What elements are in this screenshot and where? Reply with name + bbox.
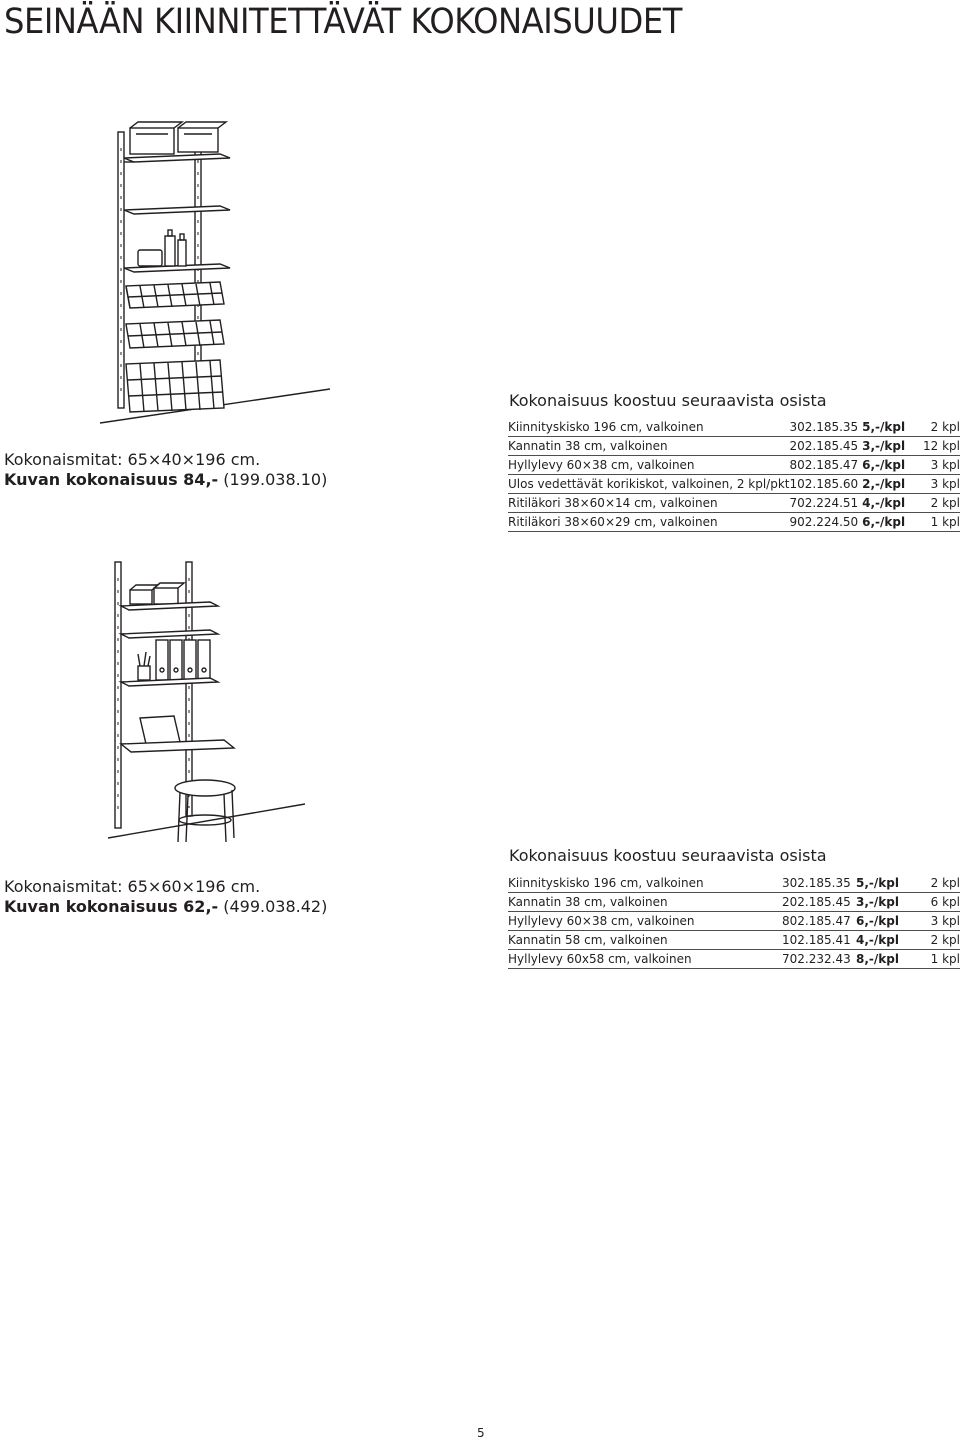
table-row bbox=[508, 912, 960, 931]
set-1-parts-table bbox=[508, 418, 960, 532]
item-article: 702.224.51 bbox=[789, 494, 862, 513]
item-quantity: 2 kpl bbox=[915, 418, 960, 437]
table-row bbox=[508, 931, 960, 950]
table-row bbox=[508, 456, 960, 475]
item-price: 2,-/kpl bbox=[862, 475, 915, 494]
item-quantity: 2 kpl bbox=[915, 494, 960, 513]
item-article: 302.185.35 bbox=[789, 418, 862, 437]
item-description: Kannatin 38 cm, valkoinen bbox=[508, 437, 789, 456]
item-description: Hyllylevy 60x58 cm, valkoinen bbox=[508, 950, 782, 969]
set-2-total bbox=[4, 897, 327, 917]
shelving-illustration-2 bbox=[100, 558, 310, 843]
page-number: 5 bbox=[477, 1426, 485, 1440]
item-article: 702.232.43 bbox=[782, 950, 856, 969]
item-quantity: 3 kpl bbox=[915, 456, 960, 475]
item-price: 6,-/kpl bbox=[856, 912, 912, 931]
item-article: 302.185.35 bbox=[782, 874, 856, 893]
table-row bbox=[508, 893, 960, 912]
set-2-summary bbox=[4, 877, 327, 917]
item-description: Kiinnityskisko 196 cm, valkoinen bbox=[508, 874, 782, 893]
item-price: 4,-/kpl bbox=[856, 931, 912, 950]
set-1-summary bbox=[4, 450, 327, 490]
item-price: 4,-/kpl bbox=[862, 494, 915, 513]
set-2-total-label: Kuvan kokonaisuus 62,- bbox=[4, 897, 219, 916]
set-2-total-article: (499.038.42) bbox=[223, 897, 328, 916]
set-1-total bbox=[4, 470, 327, 490]
table-row bbox=[508, 418, 960, 437]
item-article: 802.185.47 bbox=[789, 456, 862, 475]
item-price: 5,-/kpl bbox=[862, 418, 915, 437]
item-article: 102.185.41 bbox=[782, 931, 856, 950]
item-quantity: 1 kpl bbox=[915, 513, 960, 532]
item-description: Hyllylevy 60×38 cm, valkoinen bbox=[508, 456, 789, 475]
item-quantity: 6 kpl bbox=[912, 893, 960, 912]
item-price: 5,-/kpl bbox=[856, 874, 912, 893]
item-quantity: 12 kpl bbox=[915, 437, 960, 456]
item-description: Ulos vedettävät korikiskot, valkoinen, 2 kpl/pkt bbox=[508, 475, 789, 494]
set-1-total-label: Kuvan kokonaisuus 84,- bbox=[4, 470, 219, 489]
item-description: Kannatin 58 cm, valkoinen bbox=[508, 931, 782, 950]
set-1-dimensions: Kokonaismitat: 65×40×196 cm. bbox=[4, 450, 261, 469]
item-quantity: 1 kpl bbox=[912, 950, 960, 969]
item-price: 3,-/kpl bbox=[856, 893, 912, 912]
item-quantity: 3 kpl bbox=[912, 912, 960, 931]
item-price: 6,-/kpl bbox=[862, 456, 915, 475]
table-row bbox=[508, 475, 960, 494]
item-description: Hyllylevy 60×38 cm, valkoinen bbox=[508, 912, 782, 931]
shelving-illustration-1 bbox=[100, 118, 340, 428]
item-price: 3,-/kpl bbox=[862, 437, 915, 456]
table-row bbox=[508, 874, 960, 893]
item-quantity: 2 kpl bbox=[912, 874, 960, 893]
table-row bbox=[508, 513, 960, 532]
item-article: 102.185.60 bbox=[789, 475, 862, 494]
item-quantity: 2 kpl bbox=[912, 931, 960, 950]
item-description: Ritiläkori 38×60×14 cm, valkoinen bbox=[508, 494, 789, 513]
item-quantity: 3 kpl bbox=[915, 475, 960, 494]
item-price: 8,-/kpl bbox=[856, 950, 912, 969]
item-article: 802.185.47 bbox=[782, 912, 856, 931]
item-price: 6,-/kpl bbox=[862, 513, 915, 532]
item-article: 202.185.45 bbox=[789, 437, 862, 456]
set-2-heading: Kokonaisuus koostuu seuraavista osista bbox=[509, 846, 827, 865]
table-row bbox=[508, 950, 960, 969]
set-2-dimensions: Kokonaismitat: 65×60×196 cm. bbox=[4, 877, 261, 896]
table-row bbox=[508, 437, 960, 456]
table-row bbox=[508, 494, 960, 513]
set-2-parts-table bbox=[508, 874, 960, 969]
item-description: Ritiläkori 38×60×29 cm, valkoinen bbox=[508, 513, 789, 532]
set-1-heading: Kokonaisuus koostuu seuraavista osista bbox=[509, 391, 827, 410]
item-description: Kannatin 38 cm, valkoinen bbox=[508, 893, 782, 912]
item-description: Kiinnityskisko 196 cm, valkoinen bbox=[508, 418, 789, 437]
item-article: 902.224.50 bbox=[789, 513, 862, 532]
page-title: SEINÄÄN KIINNITETTÄVÄT KOKONAISUUDET bbox=[4, 2, 682, 42]
set-1-total-article: (199.038.10) bbox=[223, 470, 328, 489]
item-article: 202.185.45 bbox=[782, 893, 856, 912]
